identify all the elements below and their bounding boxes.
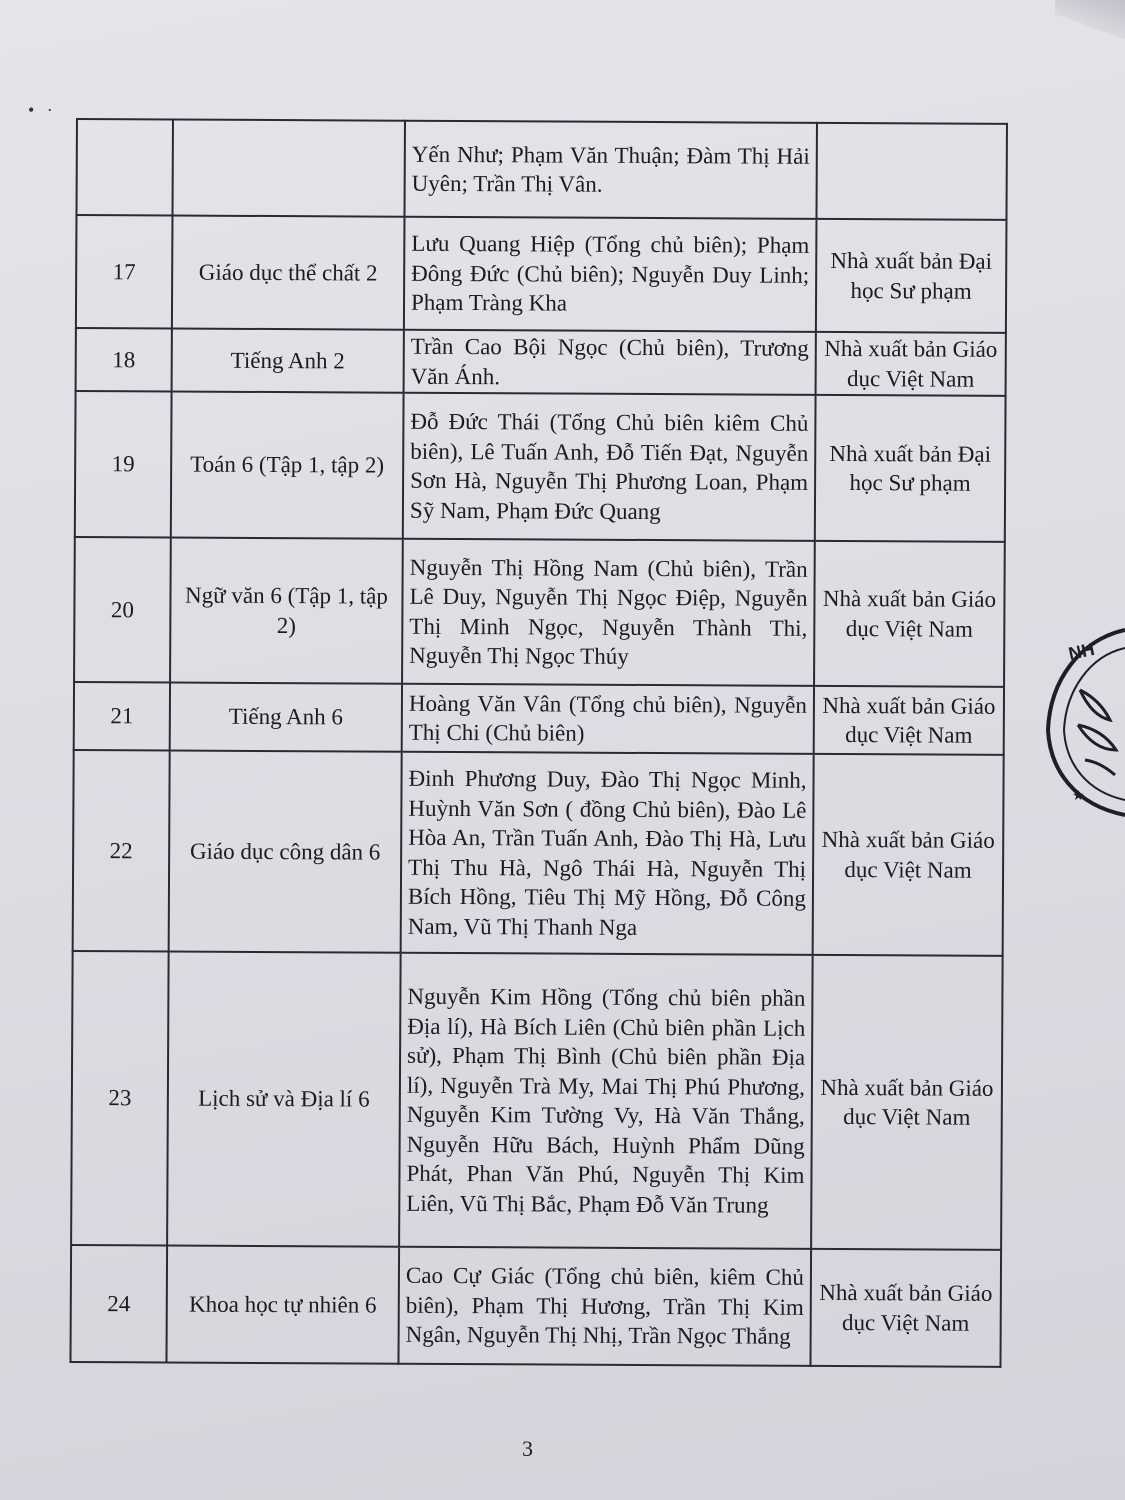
book-title: Ngữ văn 6 (Tập 1, tập 2) <box>170 538 403 684</box>
authors: Yến Như; Phạm Văn Thuận; Đàm Thị Hải Uyên; Trần Thị Vân. <box>404 121 816 219</box>
table-row <box>74 682 1004 755</box>
book-title: Khoa học tự nhiên 6 <box>166 1245 399 1363</box>
book-title: Tiếng Anh 6 <box>170 683 402 752</box>
publisher <box>816 123 1007 220</box>
authors: Cao Cự Giác (Tổng chủ biên, kiêm Chủ biên), Phạm Thị Hương, Trần Thị Kim Ngân, Nguyễn Thị Nhị, Trần Ngọc Thắng <box>398 1247 811 1366</box>
publisher: Nhà xuất bản Đại học Sư phạm <box>815 395 1006 542</box>
authors: Nguyễn Thị Hồng Nam (Chủ biên), Trần Lê Duy, Nguyễn Thị Ngọc Điệp, Nguyễn Thị Minh Ngọc, Nguyễn Thành Thi, Nguyễn Thị Ngọc Thúy <box>402 539 815 686</box>
folded-corner <box>1055 0 1125 40</box>
publisher: Nhà xuất bản Giáo dục Việt Nam <box>814 541 1005 687</box>
table-row <box>73 750 1004 956</box>
publisher: Nhà xuất bản Đại học Sư phạm <box>816 219 1007 333</box>
authors: Trần Cao Bội Ngọc (Chủ biên), Trương Văn Ánh. <box>404 330 816 395</box>
row-number: 20 <box>74 537 171 683</box>
svg-text:★: ★ <box>1072 789 1085 804</box>
authors: Hoàng Văn Vân (Tổng chủ biên), Nguyễn Thị Chi (Chủ biên) <box>402 684 814 754</box>
row-number: 17 <box>76 215 173 329</box>
paper-specks: • · <box>28 100 57 120</box>
row-number: 18 <box>76 328 172 392</box>
authors: Đinh Phương Duy, Đào Thị Ngọc Minh, Huỳnh Văn Sơn ( đồng Chủ biên), Đào Lê Hòa An, Trần Tuấn Anh, Đào Thị Hà, Lưu Thị Thu Hà, Ngô Thái Hà, Nguyễn Thị Bích Hồng, Tiêu Thị Mỹ Hồng, Đỗ Công Nam, Vũ Thị Thanh Nga <box>401 752 814 955</box>
publisher: Nhà xuất bản Giáo dục Việt Nam <box>810 1249 1001 1367</box>
book-title <box>172 120 404 217</box>
publisher: Nhà xuất bản Giáo dục Việt Nam <box>814 686 1004 755</box>
row-number: 23 <box>71 951 169 1245</box>
row-number: 24 <box>70 1245 167 1363</box>
table-row <box>75 391 1006 542</box>
book-title: Tiếng Anh 2 <box>172 329 404 393</box>
authors: Lưu Quang Hiệp (Tổng chủ biên); Phạm Đông Đức (Chủ biên); Nguyễn Duy Linh; Phạm Tràng Kha <box>404 217 817 332</box>
table-row <box>76 328 1006 396</box>
stamp-text: NH <box>1066 638 1097 664</box>
row-number: 21 <box>74 682 170 751</box>
publisher: Nhà xuất bản Giáo dục Việt Nam <box>816 332 1006 396</box>
book-title: Giáo dục công dân 6 <box>169 750 402 952</box>
table-body <box>70 119 1006 1367</box>
page-number: 3 <box>522 1436 533 1461</box>
textbook-list-table <box>69 118 1008 1368</box>
table-row <box>71 951 1003 1250</box>
red-seal-stamp-fragment <box>1040 620 1125 820</box>
table-row <box>74 537 1005 687</box>
book-title: Giáo dục thể chất 2 <box>172 216 405 330</box>
book-title: Lịch sử và Địa lí 6 <box>167 951 401 1246</box>
authors: Nguyễn Kim Hồng (Tổng chủ biên phần Địa lí), Hà Bích Liên (Chủ biên phần Lịch sử), Phạm Thị Bình (Chủ biên phần Địa lí), Nguyễn Trà My, Mai Thị Phú Phương, Nguyễn Kim Tường Vy, Hà Văn Thắng, Nguyễn Hữu Bách, Huỳnh Phẩm Dũng Phát, Phan Văn Phú, Nguyễn Thị Kim Liên, Vũ Thị Bắc, Phạm Đỗ Văn Trung <box>399 953 813 1249</box>
table-row <box>70 1245 1001 1367</box>
row-number <box>76 119 173 216</box>
book-title: Toán 6 (Tập 1, tập 2) <box>171 392 404 539</box>
row-number: 22 <box>73 750 170 951</box>
table-row <box>76 215 1007 333</box>
row-number: 19 <box>75 391 172 538</box>
authors: Đỗ Đức Thái (Tổng Chủ biên kiêm Chủ biên), Lê Tuấn Anh, Đỗ Tiến Đạt, Nguyễn Sơn Hà, Nguyễn Thị Phương Loan, Phạm Sỹ Nam, Phạm Đức Quang <box>403 393 816 541</box>
table-row <box>76 119 1006 220</box>
publisher: Nhà xuất bản Giáo dục Việt Nam <box>811 955 1003 1250</box>
publisher: Nhà xuất bản Giáo dục Việt Nam <box>813 754 1004 956</box>
